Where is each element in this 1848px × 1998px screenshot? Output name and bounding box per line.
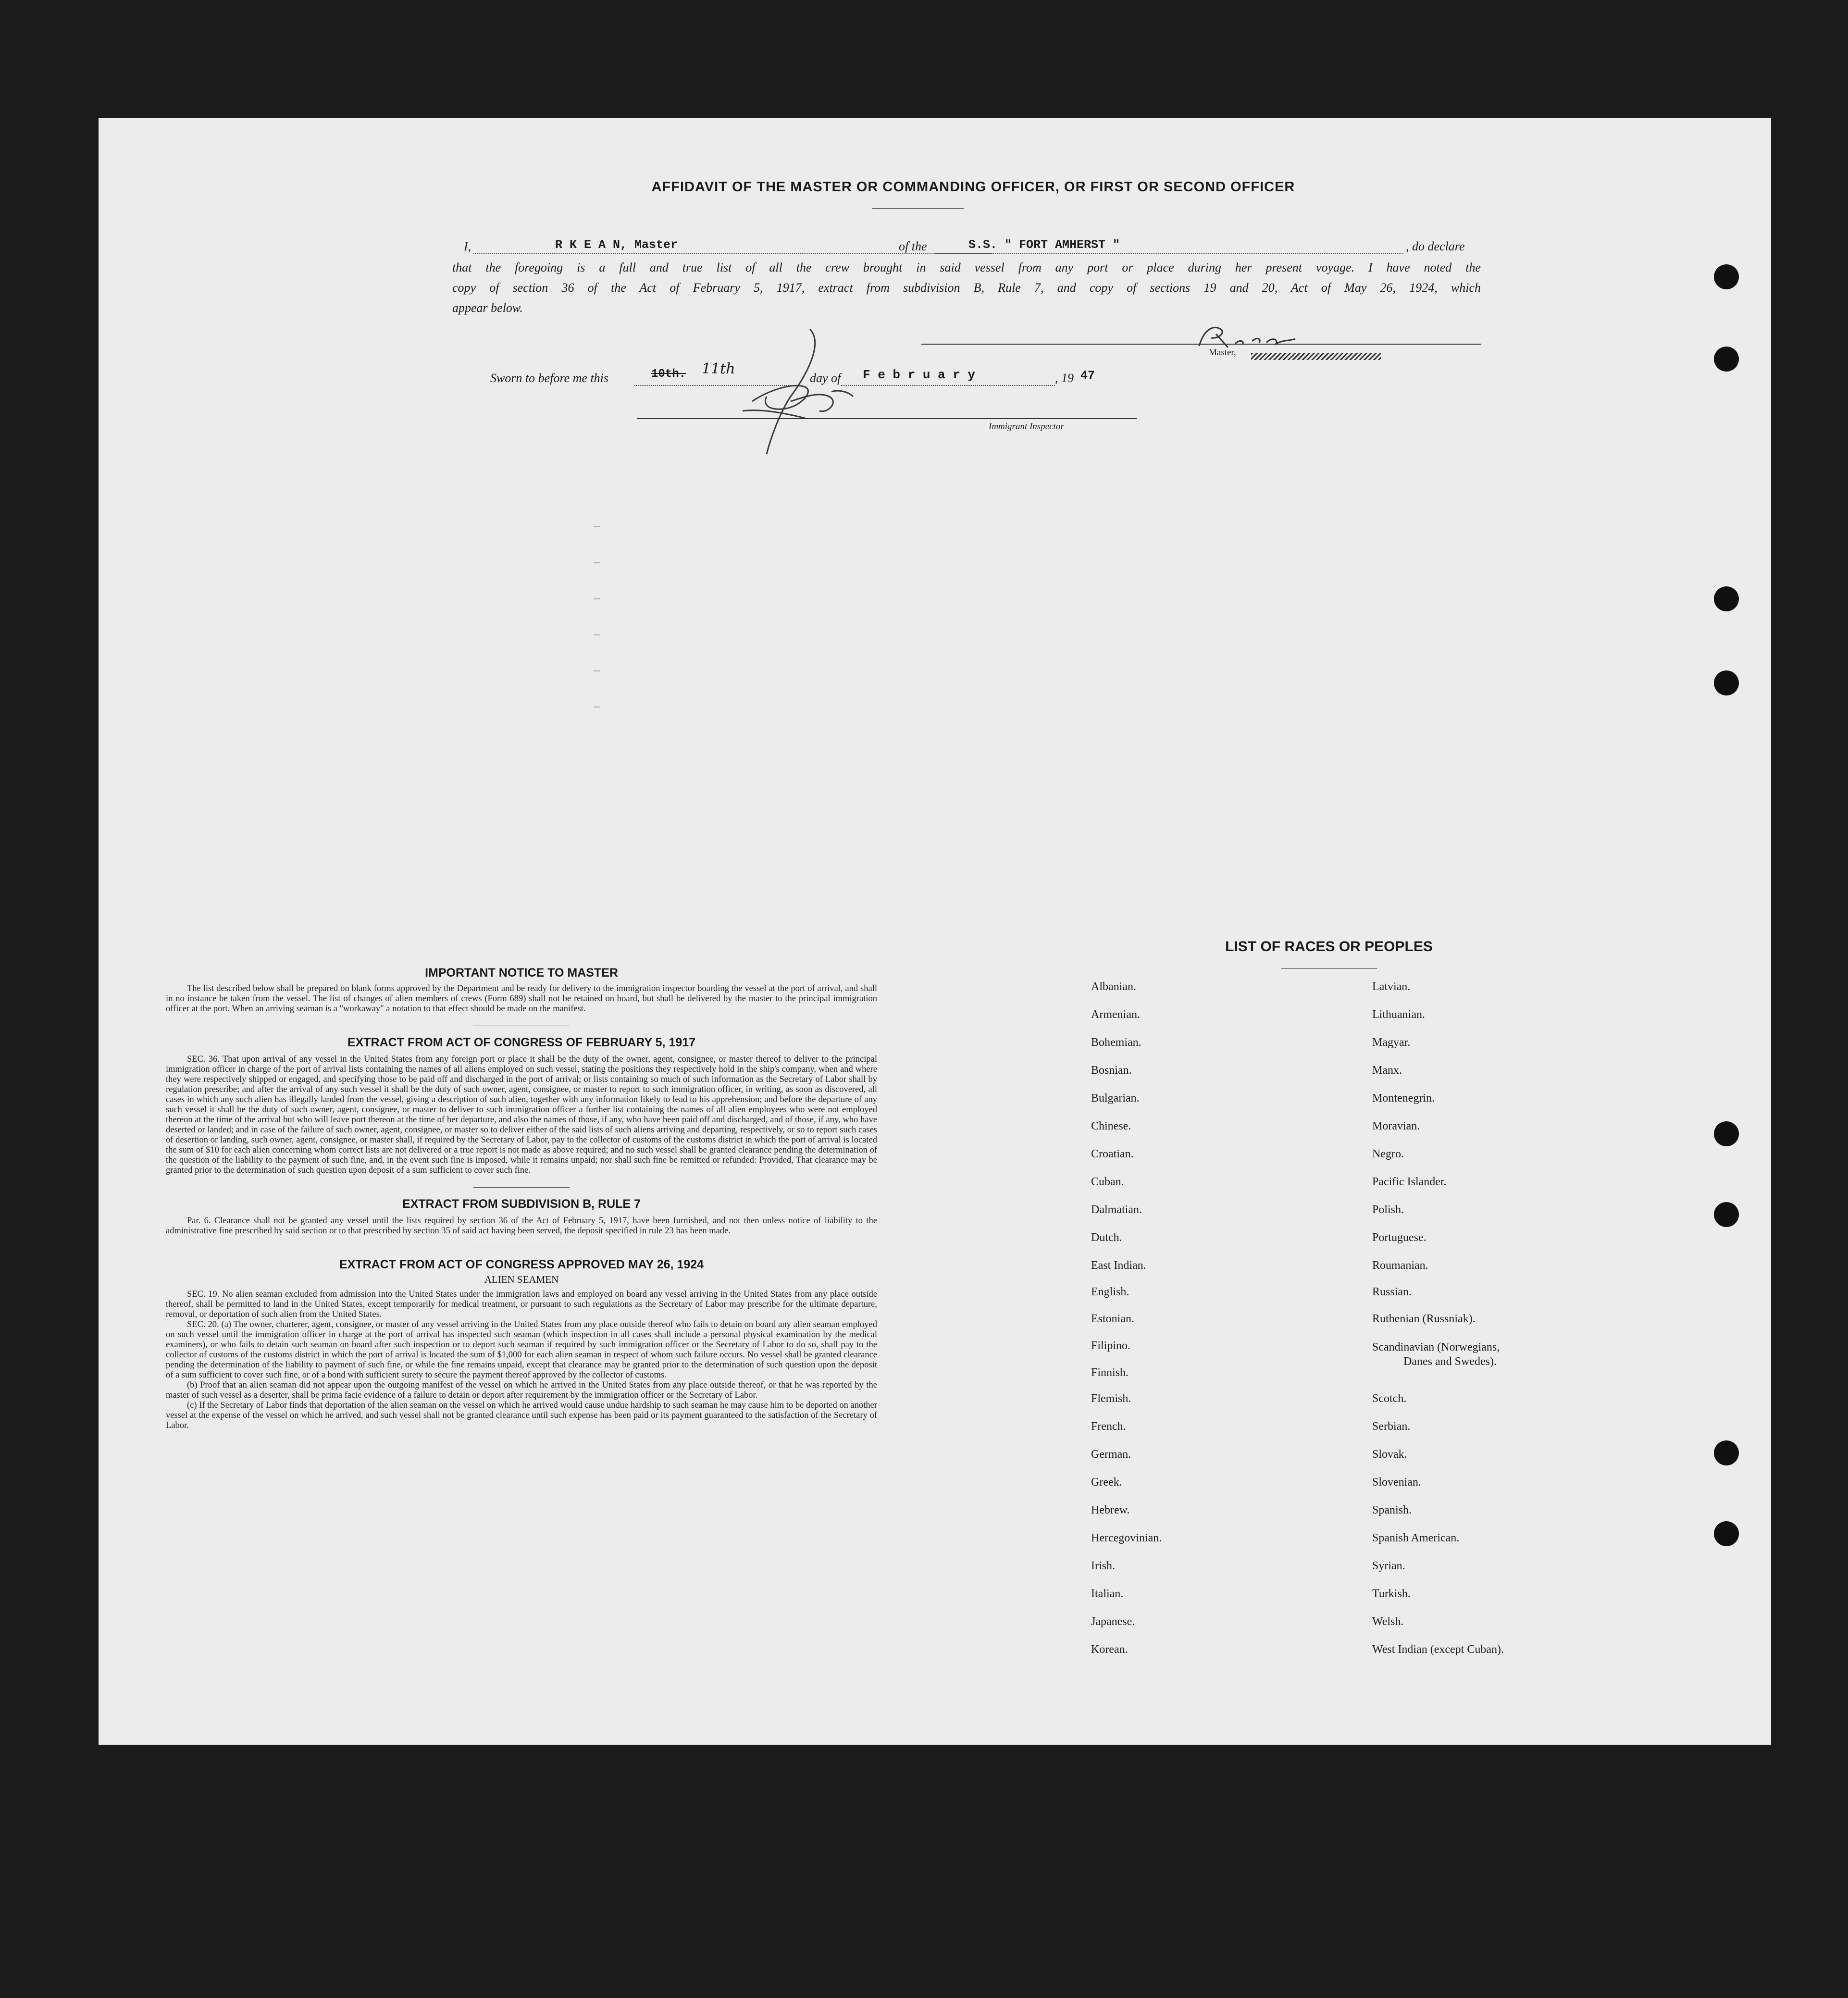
race-item: Hercegovinian. [1091,1532,1162,1544]
race-item: Magyar. [1372,1036,1411,1049]
vessel-line [935,253,1403,254]
sworn-struck-day: 10th. [651,368,686,381]
inspector-label: Immigrant Inspector [989,422,1064,432]
sworn-day: 11th [702,360,735,377]
race-item: Roumanian. [1372,1259,1428,1272]
extract-1924-subtitle: ALIEN SEAMEN [484,1274,559,1285]
race-item: Finnish. [1091,1366,1129,1379]
race-item: Greek. [1091,1476,1122,1489]
extract-1917-text: SEC. 36. That upon arrival of any vessel in the United States from any foreign port or place it shall be the duty of the owner, agent, consignee, or master thereof to deliver to the principal immigration officer in charge of the port of arrival lists containing the names of all aliens employed on such vessel, stating the positions they respectively hold in the ship's company, when and where they were respectively shipped or engaged, and specifying those to be paid off and discharged in the port of arrival; or lists containing so much of such information as the Secretary of Labor shall by regulation prescribe; and after the arrival of any such vessel it shall be the duty of such owner, agent, consignee, or master to report to such immigration officer, in writing, as soon as discovered, all cases in which any such alien has illegally landed from the vessel, giving a description of such alien, together with any information likely to lead to his apprehension; and before the departure of any such vessel it shall be the duty of such owner, agent, consignee, or master to deliver to such immigration officer a further list containing the names of all alien employees who were not employed thereon at the time of the arrival but who will leave port thereon at the time of her departure, and also the names of those, if any, who have been paid off and discharged, and of those, if any, who have deserted or landed; and in case of the failure of such owner, agent, consignee, or master so to deliver either of the said lists of such aliens arriving and departing, respectively, or so to report such cases of desertion or landing, such owner, agent, consignee, or master shall, if required by the Secretary of Labor, pay to the collector of customs of the customs district in which the port of arrival is located the sum of $10 for each alien concerning whom correct lists are not delivered or a true report is not made as above required; and no such vessel shall be granted clearance pending the determination of the question of the liability to the payment of such fine, and, in the event such fine is imposed, while it remains unpaid; nor shall such fine be remitted or refunded: Provided, That clearance may be granted prior to the determination of such question upon deposit of a sum sufficient to cover such fine. [166,1055,877,1175]
race-item: Croatian. [1091,1148,1134,1160]
sec-20a-text: SEC. 20. (a) The owner, charterer, agent, consignee, or master of any vessel arriving in the United States from any place outside thereof who fails to detain on board any alien seaman employed on such vessel until the immigration officer in charge at the port of arrival has inspected such seaman (which inspection in all cases shall include a personal physical examination by the medical examiners), or who fails to detain such seaman on board after such inspection or to deport such seaman if required by such immigration officer or the Secretary of Labor to do so, shall pay to the collector of customs of the customs district in which the port of arrival is located the sum of $1,000 for each alien seaman in respect of whom such failure occurs. No vessel shall be granted clearance pending the determination of the liability to payment of such fine, or while the fine remains unpaid, except that clearance may be granted prior to the determination of such question upon the deposit of a sum sufficient to cover such fine, or of a bond with sufficient surety to secure the payment thereof approved by the collector of customs. [166,1320,877,1380]
race-item: Estonian. [1091,1313,1134,1325]
subdivision-title: EXTRACT FROM SUBDIVISION B, RULE 7 [402,1197,641,1211]
race-item: Chinese. [1091,1120,1131,1132]
race-item: Lithuanian. [1372,1008,1425,1021]
sworn-label: Sworn to before me this [490,371,609,385]
year-prefix: , 19 [1055,371,1074,385]
inspector-signature [695,324,872,464]
race-item: Spanish American. [1372,1532,1460,1544]
race-item: Scandinavian (Norwegians, [1372,1341,1500,1353]
punch-hole [1714,586,1739,611]
extract-1917-title: EXTRACT FROM ACT OF CONGRESS OF FEBRUARY 5, 1917 [347,1036,696,1049]
race-item: Korean. [1091,1643,1128,1656]
race-item: Italian. [1091,1588,1124,1600]
bleed-mark [594,670,600,672]
bleed-mark [594,707,600,708]
race-item: Polish. [1372,1204,1404,1216]
race-item: Irish. [1091,1560,1115,1572]
race-item: Manx. [1372,1064,1402,1077]
race-item: Bohemian. [1091,1036,1141,1049]
day-of-label: day of [810,371,841,385]
race-item: Scotch. [1372,1392,1407,1405]
race-item: French. [1091,1420,1126,1433]
race-item: Filipino. [1091,1340,1131,1352]
race-item: Slovenian. [1372,1476,1421,1489]
legal-notices [166,966,877,1431]
master-label: Master, [1209,347,1236,358]
race-item: East Indian. [1091,1259,1146,1272]
struck-title-pattern [1251,353,1381,360]
of-the-label: of the [899,239,927,253]
race-item: Montenegrin. [1372,1092,1435,1104]
punch-hole [1714,347,1739,372]
race-item: Danes and Swedes). [1403,1355,1497,1368]
races-divider [1281,968,1377,969]
race-item: Portuguese. [1372,1231,1426,1244]
punch-hole [1714,1440,1739,1465]
race-item: West Indian (except Cuban). [1372,1643,1504,1656]
bleed-mark [594,634,600,636]
bleed-mark [594,562,600,564]
race-item: Ruthenian (Russniak). [1372,1313,1476,1325]
month-line [841,385,1055,386]
notice-title: IMPORTANT NOTICE TO MASTER [425,966,618,980]
sec-20c-text: (c) If the Secretary of Labor finds that deportation of the alien seaman on the vessel on which he arrived would cause undue hardship to such seaman he may cause him to be deported on another vessel at the expense of the vessel on which he arrived, and such vessel shall not be granted clearance until such expense has been paid or its payment guaranteed to the satisfaction of the Secretary of Labor. [166,1401,877,1430]
do-declare-label: , do declare [1406,239,1465,253]
race-item: Latvian. [1372,980,1411,993]
affidavit-body-line-3: appear below. [452,301,523,315]
punch-hole [1714,1121,1739,1146]
title-divider [872,208,964,209]
bleed-mark [594,526,600,528]
sec-20b-text: (b) Proof that an alien seaman did not appear upon the outgoing manifest of the vessel on which he arrived in the United States from any place outside thereof, or that he was reported by the master of such vessel as a deserter, shall be prima facie evidence of a failure to detain or deport after requirement by the immigration officer or the Secretary of Labor. [166,1380,877,1400]
race-item: Albanian. [1091,980,1136,993]
sworn-month: F e b r u a r y [863,368,976,382]
race-item: Pacific Islander. [1372,1176,1447,1188]
punch-hole [1714,670,1739,695]
master-name: R K E A N, Master [555,238,678,252]
race-item: Spanish. [1372,1504,1412,1516]
subdivision-text: Par. 6. Clearance shall not be granted any vessel until the lists required by section 36 of the Act of February 5, 1917, have been furnished, and not then unless notice of liability to the administrative fine prescribed by said section or to that prescribed by section 35 of said act having been served, the deposit specified in rule 23 has been made. [166,1216,877,1236]
inspector-line [637,418,1137,419]
affidavit-body-line-2: copy of section 36 of the Act of February 5, 1917, extract from subdivision B, Rule 7, and copy of sections 19 and 20, Act of May 26, 1924, which [452,281,1481,295]
affidavit-title: AFFIDAVIT OF THE MASTER OR COMMANDING OFFICER, OR FIRST OR SECOND OFFICER [651,179,1295,195]
i-label: I, [464,239,471,253]
vessel-name: S.S. " FORT AMHERST " [968,238,1120,252]
punch-hole [1714,1521,1739,1546]
race-item: Cuban. [1091,1176,1124,1188]
race-item: German. [1091,1448,1131,1461]
race-item: Slovak. [1372,1448,1407,1461]
race-item: Welsh. [1372,1615,1404,1628]
document-page [99,118,1771,1745]
race-item: Dalmatian. [1091,1204,1142,1216]
race-item: English. [1091,1286,1129,1298]
race-item: Hebrew. [1091,1504,1130,1516]
race-item: Bosnian. [1091,1064,1132,1077]
punch-hole [1714,1202,1739,1227]
sworn-year: 47 [1080,369,1095,383]
race-item: Turkish. [1372,1588,1411,1600]
race-item: Syrian. [1372,1560,1405,1572]
divider [473,1187,570,1188]
extract-1924-title: EXTRACT FROM ACT OF CONGRESS APPROVED MAY 26, 1924 [339,1258,704,1271]
race-item: Flemish. [1091,1392,1131,1405]
race-item: Negro. [1372,1148,1404,1160]
affidavit-body-line-1: that the foregoing is a full and true list of all the crew brought in said vessel from any port or place during her present voyage. I have noted the [452,261,1481,274]
race-item: Dutch. [1091,1231,1122,1244]
race-item: Russian. [1372,1286,1412,1298]
race-item: Serbian. [1372,1420,1411,1433]
punch-hole [1714,264,1739,289]
race-item: Armenian. [1091,1008,1140,1021]
notice-text: The list described below shall be prepared on blank forms approved by the Department and be ready for delivery to the immigration inspector boarding the vessel at the port of arrival, and shall in no instance be taken from the vessel. The list of changes of alien members of crews (Form 689) shall not be retained on board, but shall be delivered by the master to the principal immigration officer at the port. When an arriving seaman is a "workaway" a notation to that effect should be made on the manifest. [166,984,877,1014]
sec-19-text: SEC. 19. No alien seaman excluded from admission into the United States under the immigration laws and employed on board any vessel arriving in the United States from any place outside thereof, shall be permitted to land in the United States, except temporarily for medical treatment, or pursuant to such regulations as the Secretary of Labor may prescribe for the ultimate departure, removal, or deportation of such alien from the United States. [166,1290,877,1319]
race-item: Moravian. [1372,1120,1420,1132]
bleed-mark [594,598,600,600]
race-item: Bulgarian. [1091,1092,1140,1104]
race-item: Japanese. [1091,1615,1135,1628]
races-title: LIST OF RACES OR PEOPLES [1225,939,1433,955]
